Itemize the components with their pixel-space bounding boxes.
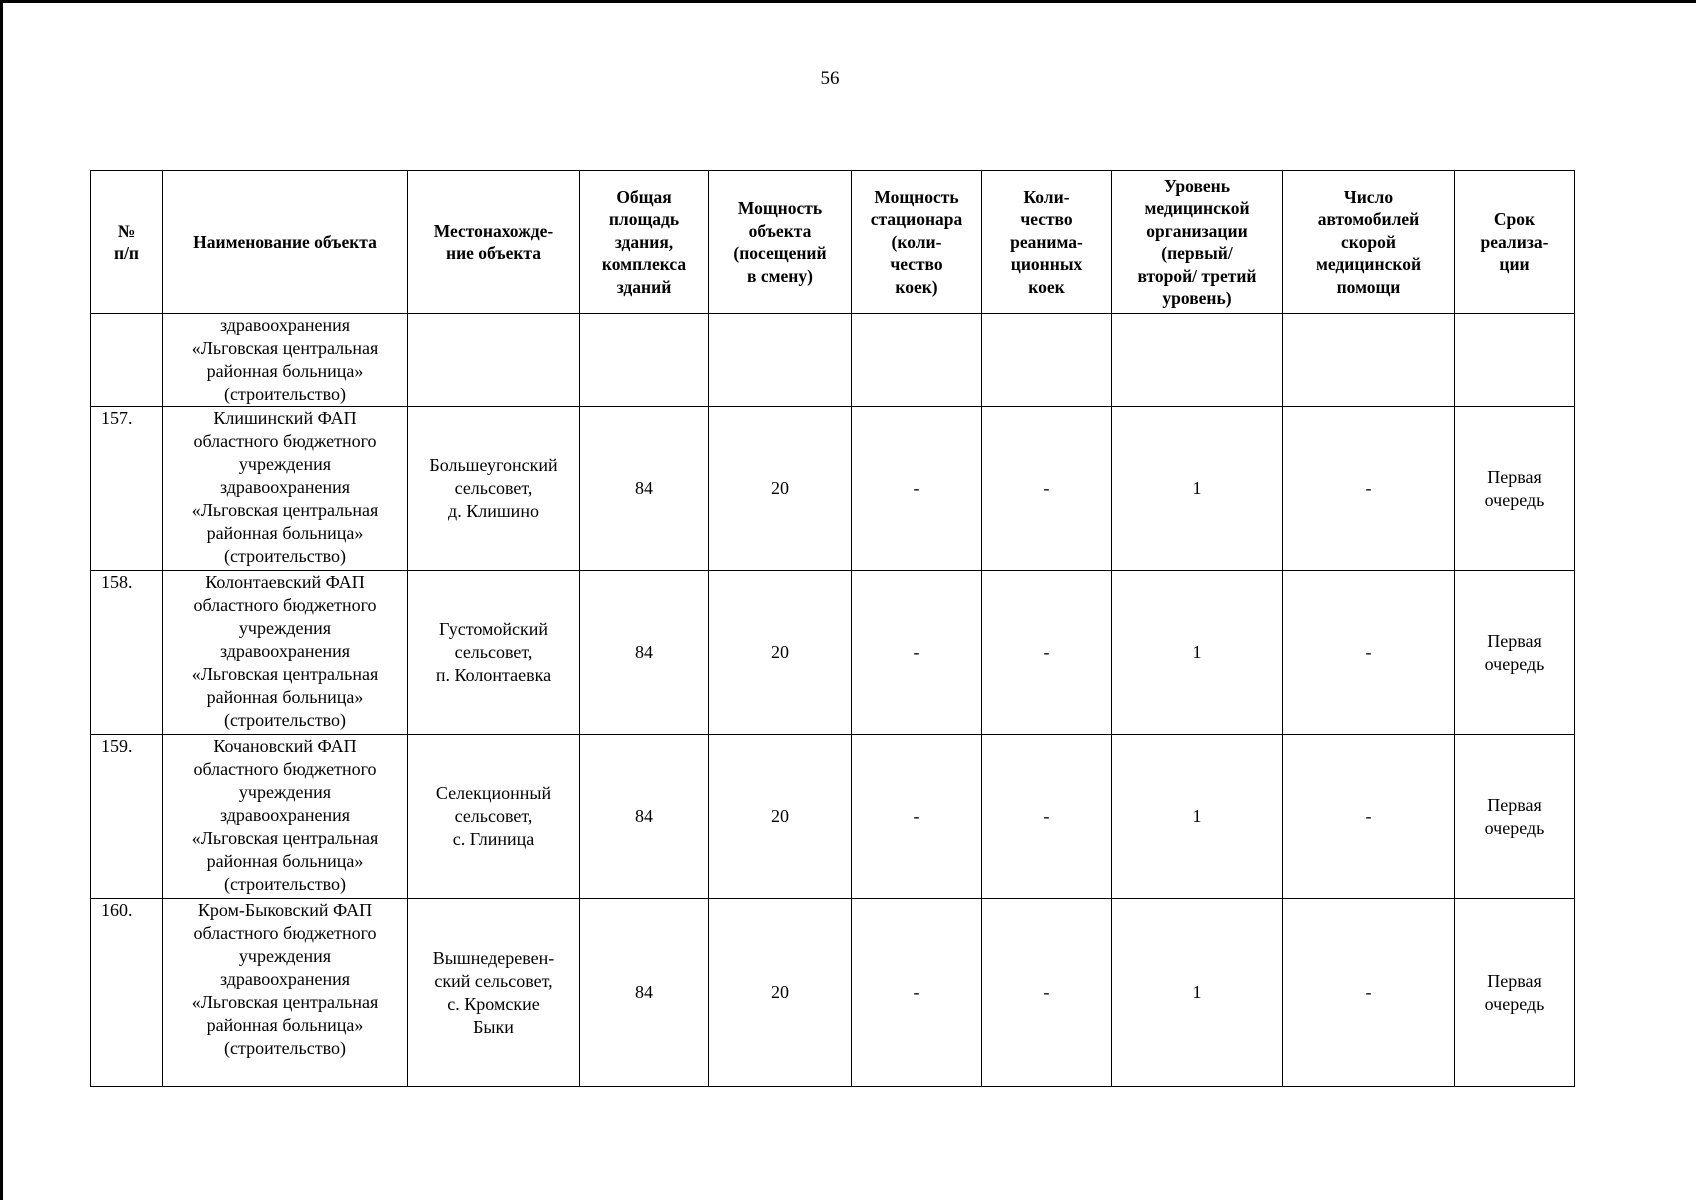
cell-term [1455, 314, 1575, 407]
table-row-continuation [91, 314, 1575, 407]
header-term: Срок реализа- ции [1455, 171, 1575, 314]
table-row [91, 407, 1575, 571]
header-icu: Коли- чество реанима- ционных коек [982, 171, 1112, 314]
cell-icu: - [982, 407, 1112, 571]
table-header-row [91, 171, 1575, 314]
cell-hospital: - [852, 735, 982, 899]
cell-ambulance: - [1283, 735, 1455, 899]
cell-name: Клишинский ФАП областного бюджетного учреждения здравоохранения «Льговская центральная районная больница» (строительство) [163, 407, 408, 571]
objects-table [90, 170, 1575, 1087]
cell-location: Большеугонский сельсовет, д. Клишино [408, 407, 580, 571]
cell-num [91, 314, 163, 407]
table-row [91, 899, 1575, 1087]
cell-ambulance [1283, 314, 1455, 407]
cell-area: 84 [580, 571, 709, 735]
cell-ambulance: - [1283, 571, 1455, 735]
cell-term: Первая очередь [1455, 571, 1575, 735]
cell-hospital: - [852, 899, 982, 1087]
cell-level: 1 [1112, 899, 1283, 1087]
cell-num: 160. [91, 899, 163, 1087]
cell-area: 84 [580, 899, 709, 1087]
header-level: Уровень медицинской организации (первый/ второй/ третий уровень) [1112, 171, 1283, 314]
cell-icu: - [982, 899, 1112, 1087]
cell-term: Первая очередь [1455, 899, 1575, 1087]
table-row [91, 735, 1575, 899]
cell-location: Густомойский сельсовет, п. Колонтаевка [408, 571, 580, 735]
table-row [91, 571, 1575, 735]
cell-term: Первая очередь [1455, 735, 1575, 899]
scan-border-left [0, 0, 3, 1200]
header-location: Местонахожде- ние объекта [408, 171, 580, 314]
cell-name: Кочановский ФАП областного бюджетного учреждения здравоохранения «Льговская центральная районная больница» (строительство) [163, 735, 408, 899]
cell-icu [982, 314, 1112, 407]
cell-area: 84 [580, 735, 709, 899]
cell-area [580, 314, 709, 407]
cell-num: 159. [91, 735, 163, 899]
cell-area: 84 [580, 407, 709, 571]
cell-capacity: 20 [709, 899, 852, 1087]
cell-ambulance: - [1283, 899, 1455, 1087]
cell-num: 157. [91, 407, 163, 571]
scan-border-top [0, 0, 1696, 3]
cell-level: 1 [1112, 735, 1283, 899]
cell-name: здравоохранения «Льговская центральная районная больница» (строительство) [163, 314, 408, 407]
cell-hospital: - [852, 571, 982, 735]
cell-capacity [709, 314, 852, 407]
header-ambulance: Число автомобилей скорой медицинской помощи [1283, 171, 1455, 314]
cell-capacity: 20 [709, 571, 852, 735]
header-capacity: Мощность объекта (посещений в смену) [709, 171, 852, 314]
header-name: Наименование объекта [163, 171, 408, 314]
cell-name: Колонтаевский ФАП областного бюджетного учреждения здравоохранения «Льговская центральная районная больница» (строительство) [163, 571, 408, 735]
page-number: 56 [820, 68, 840, 89]
cell-num: 158. [91, 571, 163, 735]
cell-location: Вышнедеревен- ский сельсовет, с. Кромские Быки [408, 899, 580, 1087]
cell-capacity: 20 [709, 735, 852, 899]
cell-location [408, 314, 580, 407]
cell-ambulance: - [1283, 407, 1455, 571]
cell-level: 1 [1112, 407, 1283, 571]
cell-hospital: - [852, 407, 982, 571]
cell-location: Селекционный сельсовет, с. Глиница [408, 735, 580, 899]
header-num: № п/п [91, 171, 163, 314]
cell-name: Кром-Быковский ФАП областного бюджетного учреждения здравоохранения «Льговская центральная районная больница» (строительство) [163, 899, 408, 1087]
cell-hospital [852, 314, 982, 407]
cell-capacity: 20 [709, 407, 852, 571]
header-area: Общая площадь здания, комплекса зданий [580, 171, 709, 314]
cell-term: Первая очередь [1455, 407, 1575, 571]
cell-icu: - [982, 571, 1112, 735]
cell-level [1112, 314, 1283, 407]
header-hospital: Мощность стационара (коли- чество коек) [852, 171, 982, 314]
cell-icu: - [982, 735, 1112, 899]
cell-level: 1 [1112, 571, 1283, 735]
